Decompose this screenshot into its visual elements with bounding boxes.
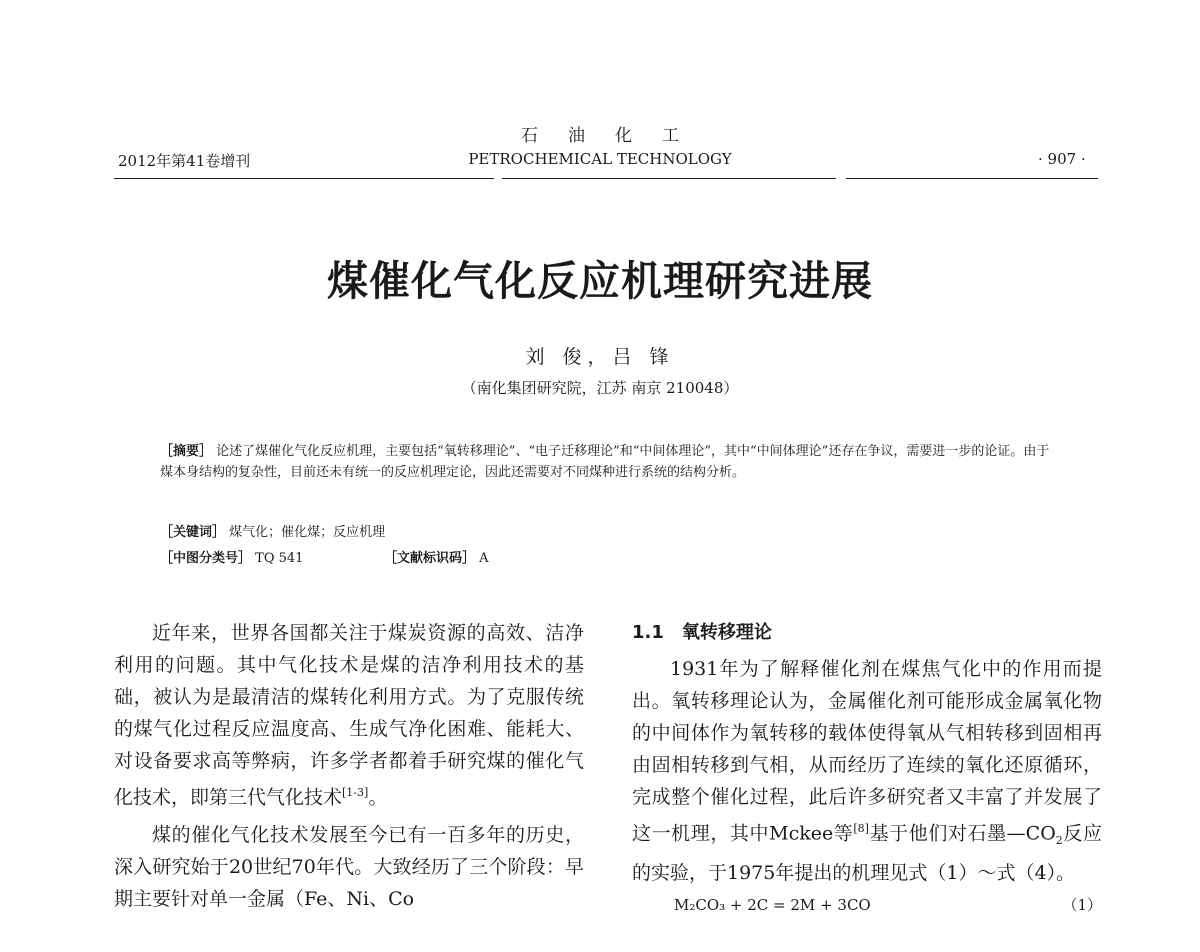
equation-1	[632, 889, 1102, 919]
keywords-label: ［关键词］	[160, 525, 226, 540]
intro-paragraph-2: 煤的催化气化技术发展至今已有一百多年的历史，深入研究始于20世纪70年代。大致经历了三个阶段：早期主要针对单一金属（Fe、Ni、Co	[114, 824, 584, 911]
journal-name-cn: 石油化工	[521, 126, 709, 146]
authors: 刘 俊，吕 锋	[525, 346, 675, 368]
header-rule-left	[114, 178, 494, 179]
page-number: · 907 ·	[1038, 150, 1086, 168]
oxygen-transfer-paragraph	[632, 653, 1102, 889]
co2-subscript: 2	[1055, 834, 1063, 848]
clc-label: ［中图分类号］	[160, 551, 252, 566]
paper-title: 煤催化气化反应机理研究进展	[327, 257, 873, 305]
otp-text-c: 反应的实验，于1975年提出的机理见式（1）～式（4）。	[632, 822, 1102, 885]
section-heading-1-1: 1.1 氧转移理论	[632, 622, 772, 643]
abstract-text: 论述了煤催化气化反应机理，主要包括“氧转移理论”、“电子迁移理论”和“中间体理论”，其中“中间体理论”还存在争议，需要进一步的论证。由于煤本身结构的复杂性，目前还未有统一的反应机理定论，因此还需要对不同煤种进行系统的结构分析。	[160, 444, 1050, 480]
clc-number	[160, 547, 303, 566]
otp-text-a: 1931年为了解释催化剂在煤焦气化中的作用而提出。氧转移理论认为，金属催化剂可能形成金属氧化物的中间体作为氧转移的载体使得氧从气相转移到固相再由固相转移到气相，从而经历了连续的氧化还原循环，完成整个催化过程，此后许多研究者又丰富了并发展了这一机理，其中Mckee等	[632, 658, 1102, 845]
citation-8: [8]	[853, 822, 869, 835]
keywords-text: 煤气化；催化煤；反应机理	[229, 525, 386, 540]
body-left-column	[114, 617, 584, 915]
equation-1-body: M₂CO₃ + 2C = 2M + 3CO	[674, 896, 871, 915]
abstract-label: ［摘要］	[160, 444, 213, 459]
issue-info: 2012年第41卷增刊	[118, 152, 251, 170]
abstract	[160, 441, 1060, 483]
header-rule-center	[502, 178, 836, 179]
intro-p1-text: 近年来，世界各国都关注于煤炭资源的高效、洁净利用的问题。其中气化技术是煤的洁净利用技术的基础，被认为是最清洁的煤转化利用方式。为了克服传统的煤气化过程反应温度高、生成气净化困难、能耗大、对设备要求高等弊病，许多学者都着手研究煤的催化气化技术，即第三代气化技术	[114, 622, 584, 809]
otp-text-b: 基于他们对石墨—CO	[868, 822, 1056, 845]
body-right-column	[632, 617, 1102, 919]
doc-code-text: A	[479, 551, 489, 566]
citation-1-3: [1-3]	[342, 786, 369, 799]
journal-name-en: PETROCHEMICAL TECHNOLOGY	[468, 150, 732, 168]
header-rule-right	[846, 178, 1098, 179]
affiliation: （南化集团研究院，江苏 南京 210048）	[461, 379, 739, 397]
intro-p1-end: 。	[368, 786, 388, 809]
intro-paragraph-1	[114, 617, 584, 813]
doc-code-label: ［文献标识码］	[384, 551, 476, 566]
document-code	[384, 547, 489, 566]
equation-1-number: （1）	[1062, 896, 1102, 915]
keywords	[160, 521, 385, 540]
clc-text: TQ 541	[255, 551, 304, 566]
